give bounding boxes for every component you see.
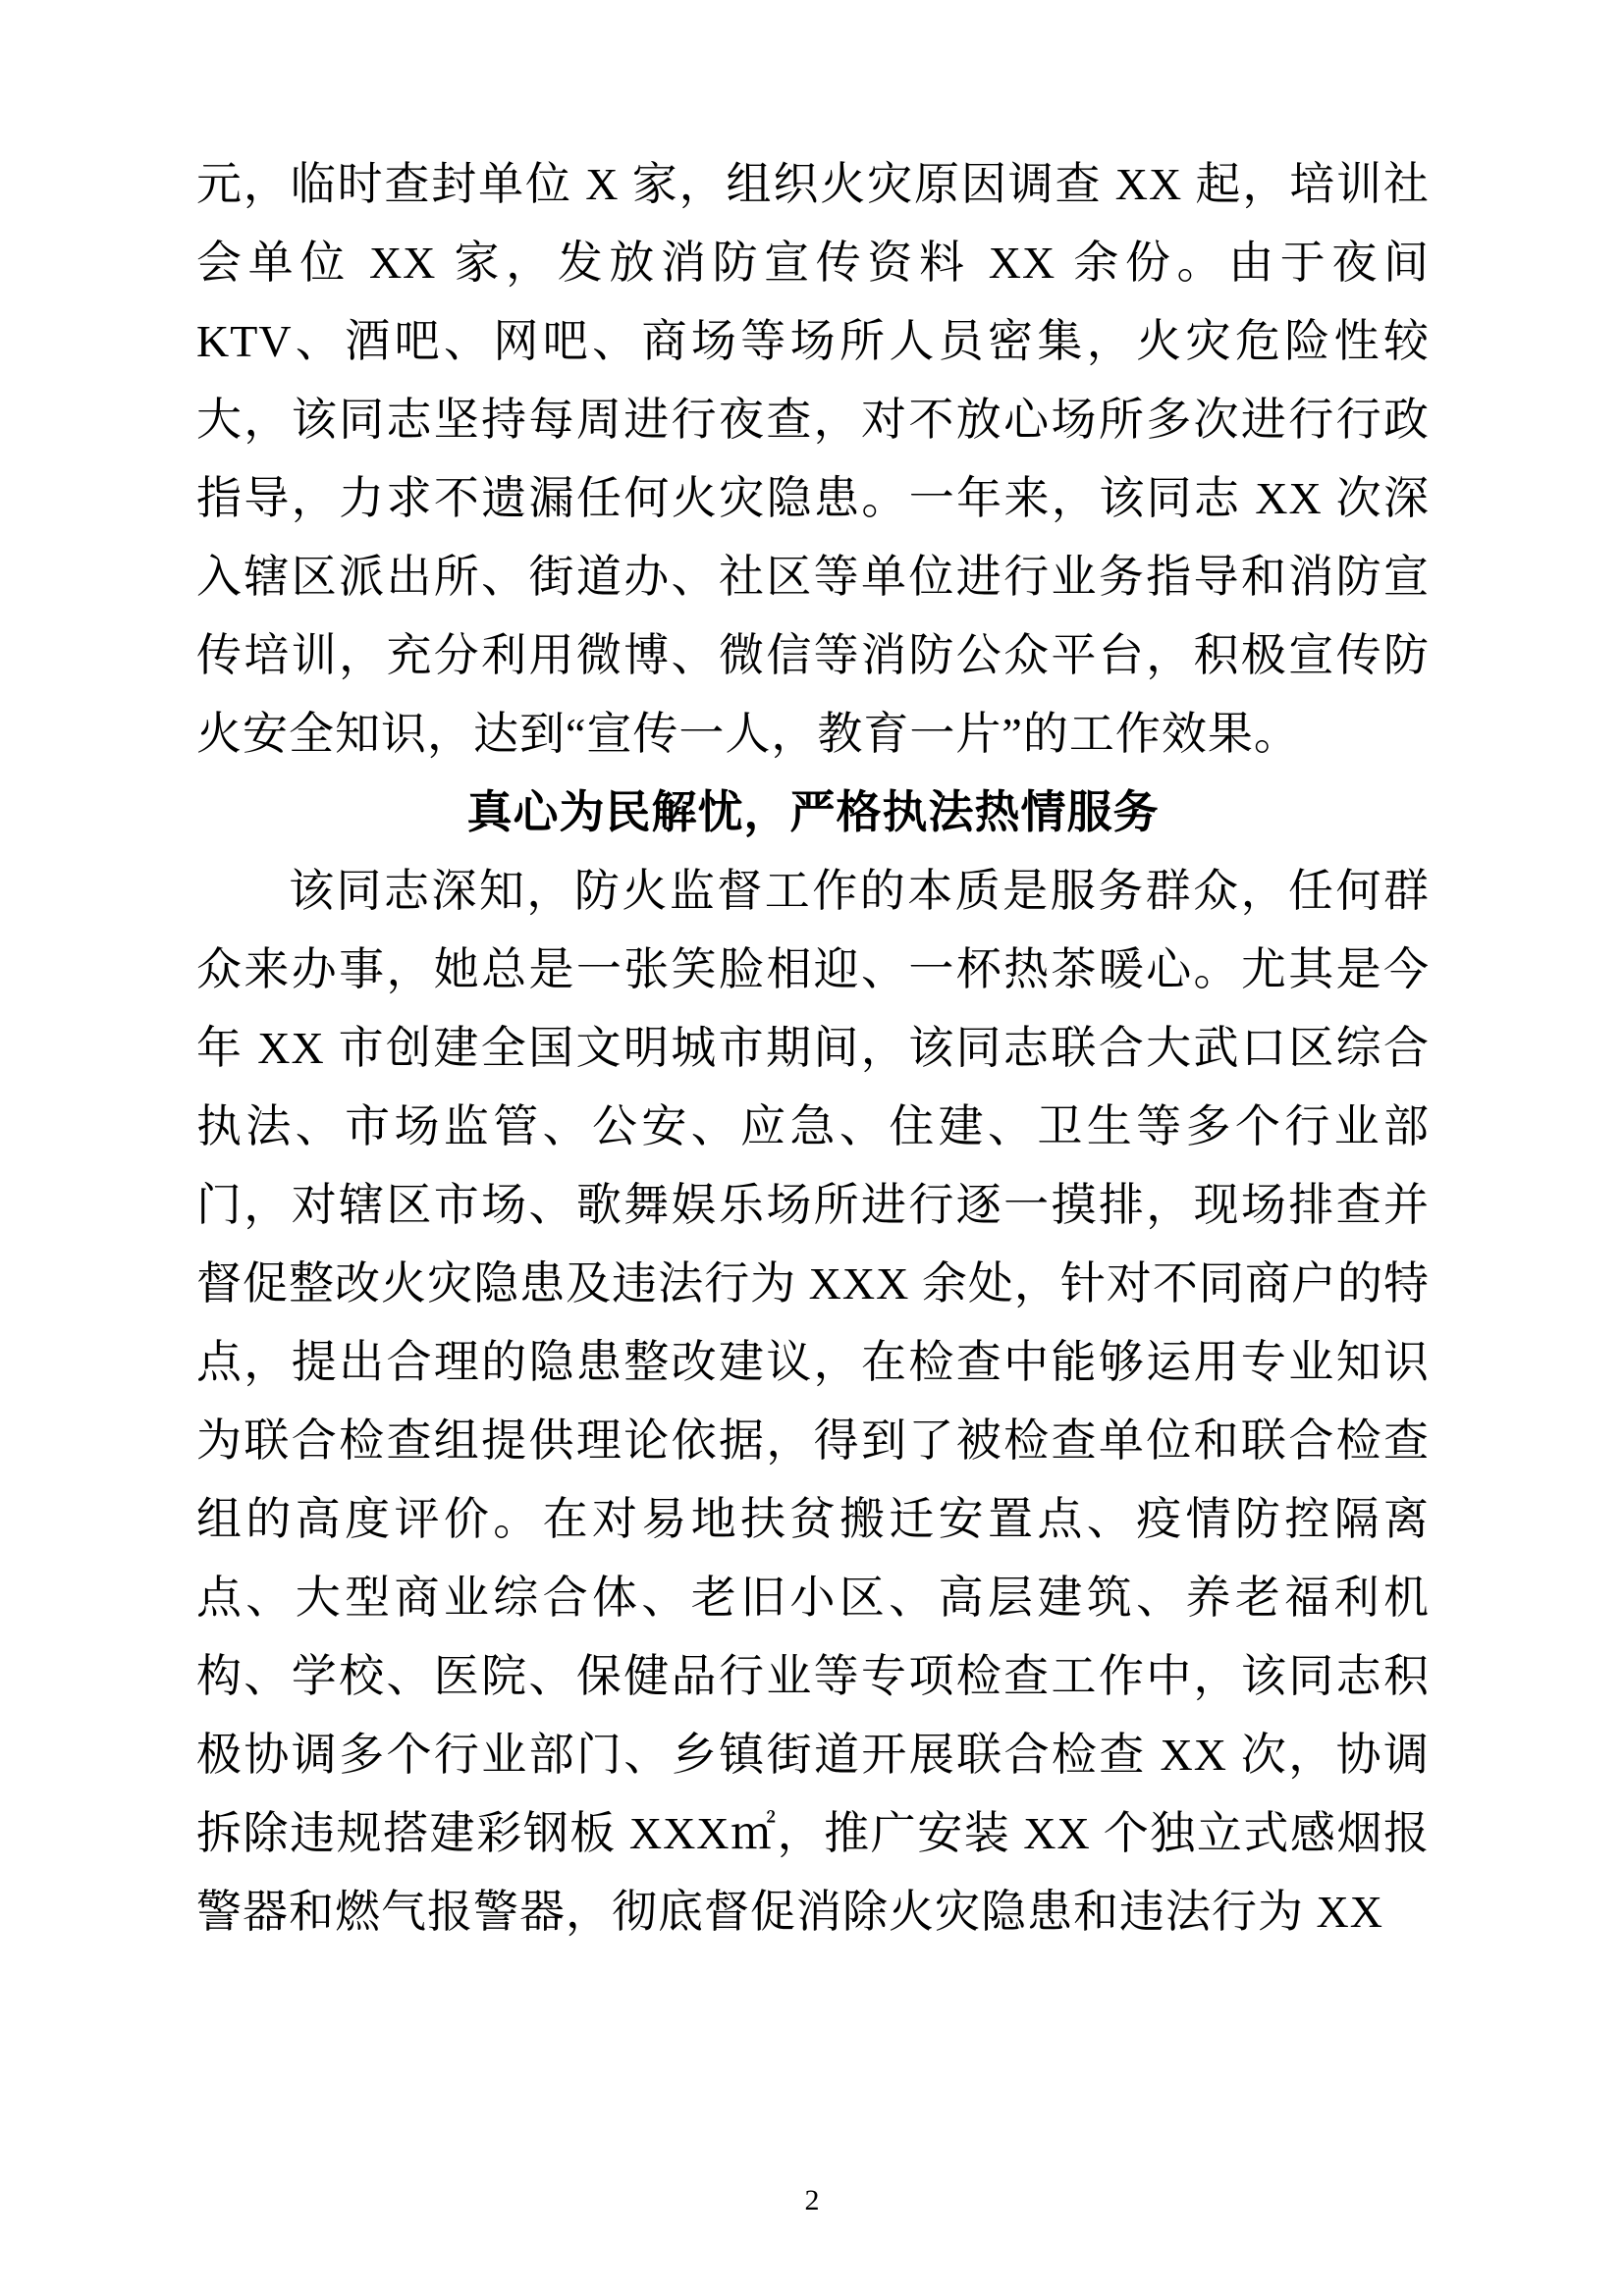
body-paragraph-continuation: 元，临时查封单位 X 家，组织火灾原因调查 XX 起，培训社会单位 XX 家，发放消防宣传资料 XX 余份。由于夜间 KTV、酒吧、网吧、商场等场所人员密集，火灾危险性较大，该同志坚持每周进行夜查，对不放心场所多次进行行政指导，力求不遗漏任何火灾隐患。一年来，该同志 XX 次深入辖区派出所、街道办、社区等单位进行业务指导和消防宣传培训，充分利用微博、微信等消防公众平台，积极宣传防火安全知识，达到“宣传一人，教育一片”的工作效果。 <box>196 159 1430 759</box>
page-number: 2 <box>804 2184 820 2216</box>
page-content <box>196 145 1430 1951</box>
section-heading: 真心为民解忧，严格执法热情服务 <box>466 787 1160 837</box>
body-paragraph: 该同志深知，防火监督工作的本质是服务群众，任何群众来办事，她总是一张笑脸相迎、一杯热茶暖心。尤其是今年 XX 市创建全国文明城市期间，该同志联合大武口区综合执法、市场监管、公安、应急、住建、卫生等多个行业部门，对辖区市场、歌舞娱乐场所进行逐一摸排，现场排查并督促整改火灾隐患及违法行为 XXX 余处，针对不同商户的特点，提出合理的隐患整改建议，在检查中能够运用专业知识为联合检查组提供理论依据，得到了被检查单位和联合检查组的高度评价。在对易地扶贫搬迁安置点、疫情防控隔离点、大型商业综合体、老旧小区、高层建筑、养老福利机构、学校、医院、保健品行业等专项检查工作中，该同志积极协调多个行业部门、乡镇街道开展联合检查 XX 次，协调拆除违规搭建彩钢板 XXX㎡，推广安装 XX 个独立式感烟报警器和燃气报警器，彻底督促消除火灾隐患和违法行为 XX <box>196 866 1430 1937</box>
